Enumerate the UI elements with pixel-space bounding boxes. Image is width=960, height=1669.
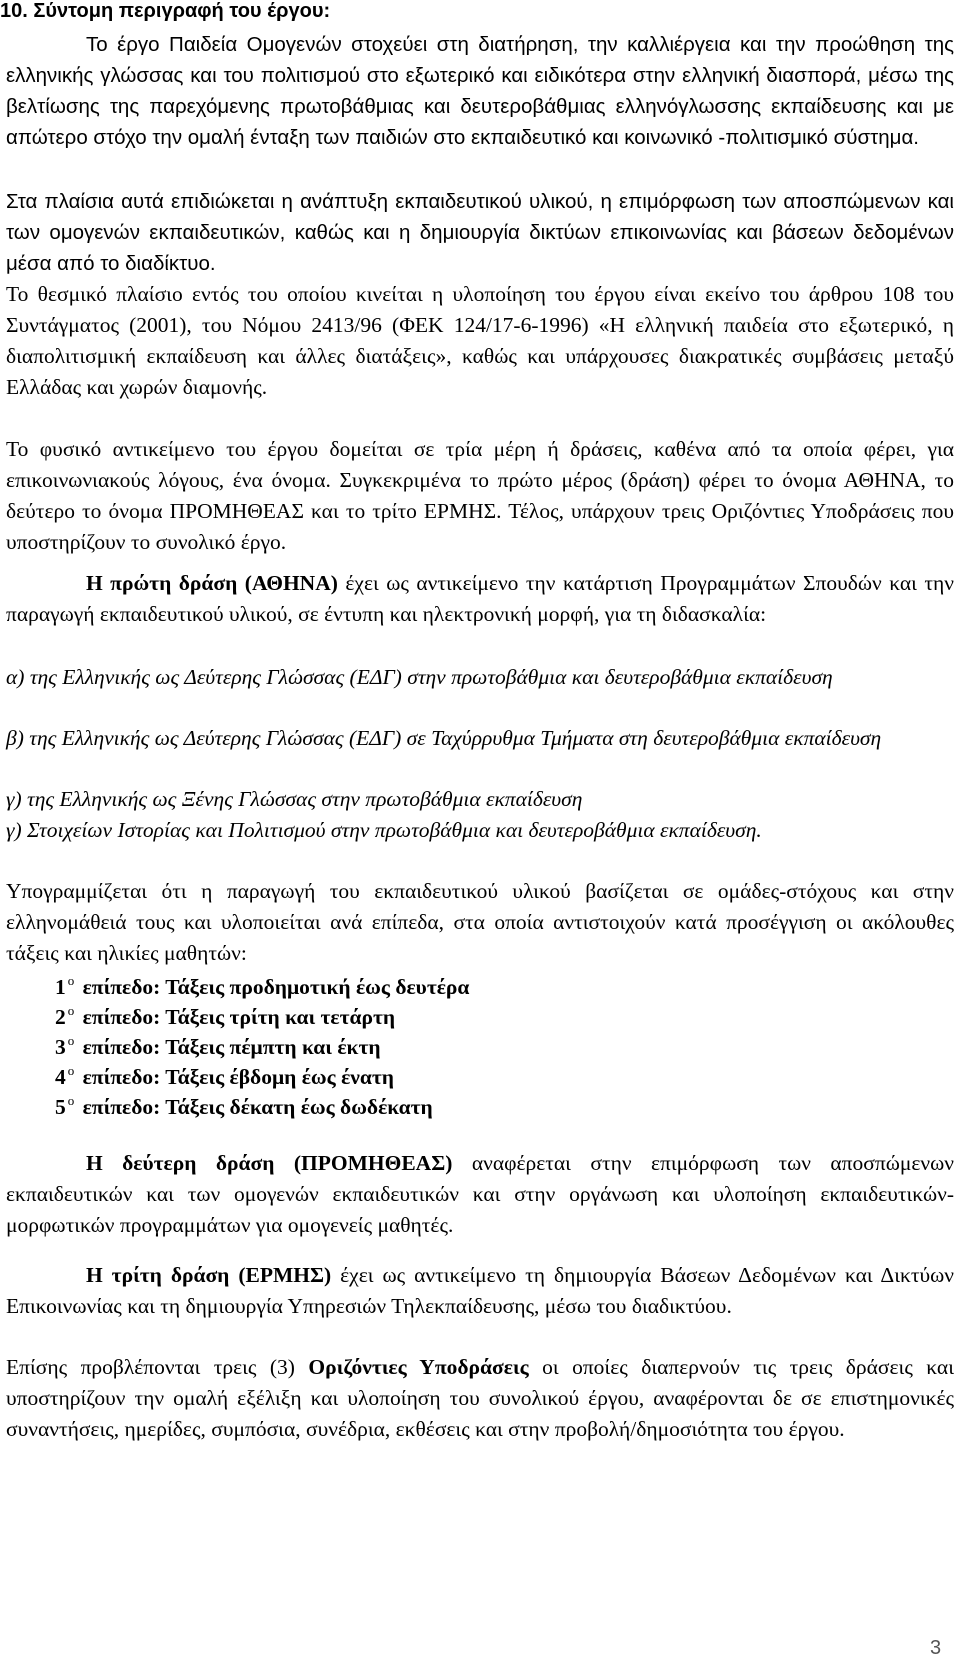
level-5: 5 $^o$ επίπεδο: Τάξεις δέκατη έως δωδέκατη: [55, 1093, 433, 1119]
horizontal-bold: Οριζόντιες Υποδράσεις: [308, 1355, 529, 1379]
levels-intro-paragraph: Υπογραμμίζεται ότι η παραγωγή του εκπαιδευτικού υλικού βασίζεται σε ομάδες-στόχους και στην ελληνομάθειά τους και υλοποιείται ανά επίπεδα, στα οποία αντιστοιχούν κατά προσέγγιση οι ακόλουθες τάξεις και ηλικίες μαθητών:: [6, 879, 954, 965]
horizontal-pre: Επίσης προβλέπονται τρεις (3): [6, 1355, 309, 1379]
level-1: 1 $^o$ επίπεδο: Τάξεις προδημοτική έως δευτέρα: [55, 973, 470, 999]
action1-paragraph: [6, 568, 954, 630]
action2-text: αναφέρεται στην επιμόρφωση των αποσπώμενων εκπαιδευτικών και των ομογενών εκπαιδευτικών και στην οργάνωση και υλοποίηση εκπαιδευτικών-μορφωτικών προγραμμάτων για ομογενείς μαθητές.: [6, 1151, 955, 1237]
action1-text: έχει ως αντικείμενο την κατάρτιση Προγραμμάτων Σπουδών και την παραγωγή εκπαιδευτικού υλικού, σε έντυπη και ηλεκτρονική μορφή, για τη διδασκαλία:: [6, 571, 954, 626]
action2-paragraph: [6, 1148, 954, 1241]
level-3: 3 $^o$ επίπεδο: Τάξεις πέμπτη και έκτη: [55, 1033, 381, 1059]
intro-paragraph: Το έργο Παιδεία Ομογενών στοχεύει στη διατήρηση, την καλλιέργεια και την προώθηση της ελληνικής γλώσσας και του πολιτισμού στο εξωτερικό και ειδικότερα στην ελληνική διασπορά, μέσω της βελτίωσης της παρεχόμενης πρωτοβάθμιας και δευτεροβάθμιας ελληνόγλωσσης εκπαίδευσης και με απώτερο στόχο την ομαλή ένταξη των παιδιών στο εκπαιδευτικό και κοινωνικό -πολιτισμικό σύστημα.: [6, 33, 954, 149]
horizontal-actions-paragraph: [6, 1352, 954, 1445]
action1-item-b: β) της Ελληνικής ως Δεύτερης Γλώσσας (ΕΔΓ) σε Ταχύρρυθμα Τμήματα στη δευτεροβάθμια εκπαίδευση: [6, 726, 882, 750]
level-4: 4 $^o$ επίπεδο: Τάξεις έβδομη έως ένατη: [55, 1063, 394, 1089]
action3-text: έχει ως αντικείμενο τη δημιουργία Βάσεων Δεδομένων και Δικτύων Επικοινωνίας και τη δημιουργία Υπηρεσιών Τηλεκπαίδευσης, μέσω του διαδικτύου.: [6, 1263, 954, 1318]
action1-item-a: α) της Ελληνικής ως Δεύτερης Γλώσσας (ΕΔΓ) στην πρωτοβάθμια και δευτεροβάθμια εκπαίδευση: [6, 665, 833, 689]
action3-paragraph: [6, 1260, 954, 1322]
action1-lead: Η πρώτη δράση (ΑΘΗΝΑ): [86, 571, 338, 595]
page-number: 3: [930, 1637, 942, 1659]
structure-paragraph: Το φυσικό αντικείμενο του έργου δομείται σε τρία μέρη ή δράσεις, καθένα από τα οποία φέρει, για επικοινωνιακούς λόγους, ένα όνομα. Συγκεκριμένα το πρώτο μέρος (δράση) φέρει το όνομα ΑΘΗΝΑ, το δεύτερο το όνομα ΠΡΟΜΗΘΕΑΣ και το τρίτο ΕΡΜΗΣ. Τέλος, υπάρχουν τρεις Οριζόντιες Υποδράσεις που υποστηρίζουν το συνολικό έργο.: [6, 437, 954, 554]
section-heading: 10. Σύντομη περιγραφή του έργου:: [0, 0, 331, 22]
frameworks-paragraph: Στα πλαίσια αυτά επιδιώκεται η ανάπτυξη εκπαιδευτικού υλικού, η επιμόρφωση των αποσπώμενων και των ομογενών εκπαιδευτικών, καθώς και η δημιουργία δικτύων επικοινωνίας και βάσεων δεδομένων μέσα από το διαδίκτυο.: [6, 190, 954, 275]
action3-lead: Η τρίτη δράση (ΕΡΜΗΣ): [86, 1263, 332, 1287]
horizontal-post: οι οποίες διαπερνούν τις τρεις δράσεις και υποστηρίζουν την ομαλή εξέλιξη και υλοποίηση του συνολικού έργου, αναφέρονται δε σε επιστημονικές συναντήσεις, ημερίδες, συμπόσια, συνέδρια, εκθέσεις και στην προβολή/δημοσιότητα του έργου.: [6, 1355, 954, 1441]
level-2: 2 $^o$ επίπεδο: Τάξεις τρίτη και τετάρτη: [55, 1003, 396, 1029]
action2-lead: Η δεύτερη δράση (ΠΡΟΜΗΘΕΑΣ): [86, 1151, 453, 1175]
legal-framework-paragraph: Το θεσμικό πλαίσιο εντός του οποίου κινείται η υλοποίηση του έργου είναι εκείνο του άρθρου 108 του Συντάγματος (2001), του Νόμου 2413/96 (ΦΕΚ 124/17-6-1996) «Η ελληνική παιδεία στο εξωτερικό, η διαπολιτισμική εκπαίδευση και άλλες διατάξεις», καθώς και υπάρχουσες διακρατικές συμβάσεις μεταξύ Ελλάδας και χωρών διαμονής.: [6, 282, 954, 399]
action1-item-d: γ) Στοιχείων Ιστορίας και Πολιτισμού στην πρωτοβάθμια και δευτεροβάθμια εκπαίδευση.: [6, 818, 762, 842]
action1-item-c: γ) της Ελληνικής ως Ξένης Γλώσσας στην πρωτοβάθμια εκπαίδευση: [6, 787, 583, 811]
